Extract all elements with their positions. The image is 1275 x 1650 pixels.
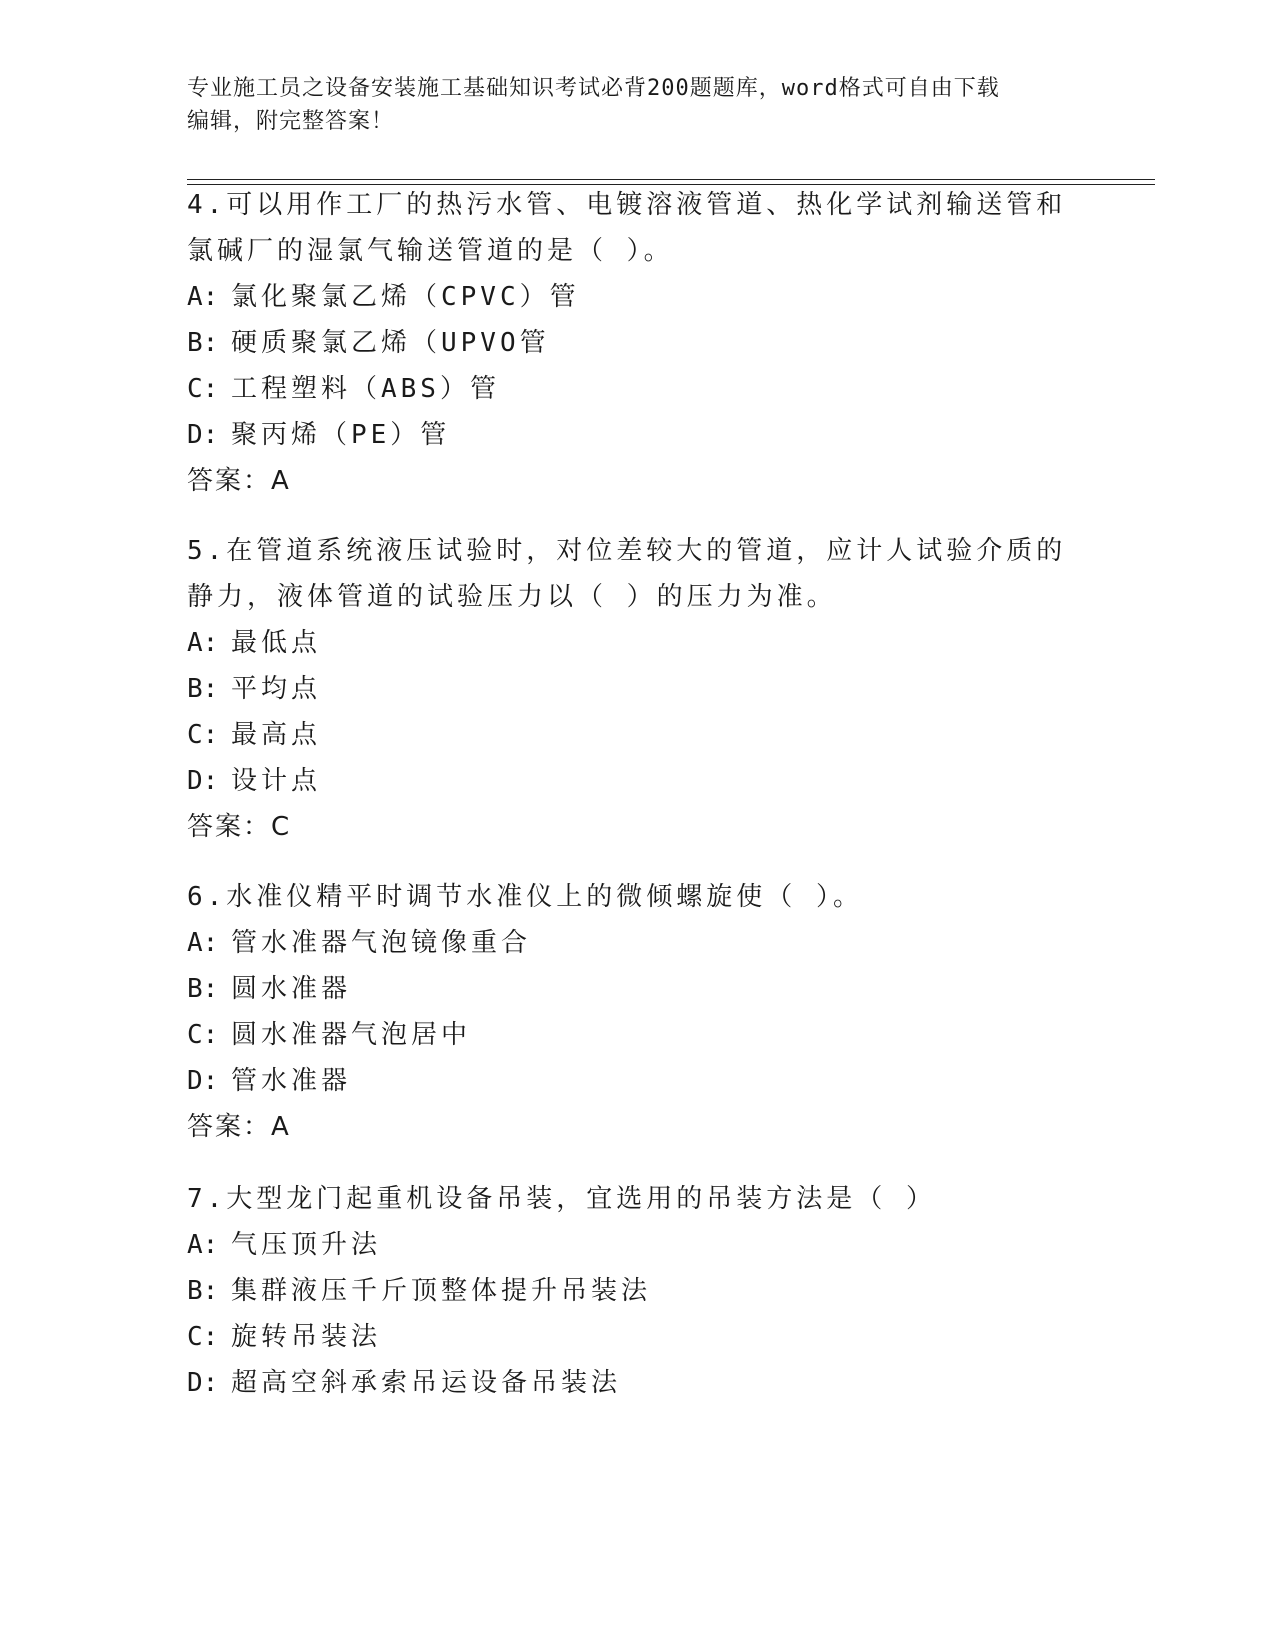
- document-header: [187, 72, 1087, 138]
- option-a: [187, 620, 1067, 666]
- answer-label: 答案：: [187, 466, 272, 496]
- option-key: A:: [187, 282, 219, 312]
- option-text: 圆水准器气泡居中: [231, 1020, 472, 1050]
- option-key: C:: [187, 720, 219, 750]
- option-text: 聚丙烯（PE）管: [231, 420, 451, 450]
- header-line-1: 专业施工员之设备安装施工基础知识考试必背200题题库，word格式可自由下载: [187, 76, 1000, 101]
- option-text: 集群液压千斤顶整体提升吊装法: [231, 1276, 652, 1306]
- option-key: B:: [187, 674, 219, 704]
- question-7: [187, 1176, 1067, 1406]
- option-text: 最高点: [231, 720, 322, 750]
- option-c: [187, 366, 1067, 412]
- answer-line: [187, 804, 1067, 850]
- option-key: B:: [187, 328, 219, 358]
- option-key: A:: [187, 928, 219, 958]
- option-text: 旋转吊装法: [231, 1322, 382, 1352]
- option-b: [187, 966, 1067, 1012]
- option-text: 圆水准器: [231, 974, 352, 1004]
- option-key: D:: [187, 420, 219, 450]
- answer-label: 答案：: [187, 812, 272, 842]
- option-key: A:: [187, 628, 219, 658]
- option-a: [187, 274, 1067, 320]
- question-6: [187, 874, 1067, 1150]
- option-text: 硬质聚氯乙烯（UPVO管: [231, 328, 550, 358]
- option-key: C:: [187, 374, 219, 404]
- option-text: 平均点: [231, 674, 322, 704]
- option-text: 超高空斜承索吊运设备吊装法: [231, 1368, 622, 1398]
- option-d: [187, 412, 1067, 458]
- option-c: [187, 712, 1067, 758]
- option-text: 氯化聚氯乙烯（CPVC）管: [231, 282, 580, 312]
- option-c: [187, 1314, 1067, 1360]
- option-text: 气压顶升法: [231, 1230, 382, 1260]
- option-key: C:: [187, 1020, 219, 1050]
- question-stem: 4.可以用作工厂的热污水管、电镀溶液管道、热化学试剂输送管和氯碱厂的湿氯气输送管道的是（ ）。: [187, 190, 1067, 266]
- option-key: C:: [187, 1322, 219, 1352]
- option-b: [187, 320, 1067, 366]
- answer-line: [187, 458, 1067, 504]
- option-a: [187, 1222, 1067, 1268]
- option-a: [187, 920, 1067, 966]
- option-c: [187, 1012, 1067, 1058]
- option-key: D:: [187, 1368, 219, 1398]
- option-b: [187, 1268, 1067, 1314]
- answer-value: A: [271, 466, 291, 496]
- option-text: 工程塑料（ABS）管: [231, 374, 500, 404]
- option-key: D:: [187, 766, 219, 796]
- option-text: 管水准器: [231, 1066, 352, 1096]
- header-divider-top: [187, 179, 1155, 180]
- question-stem: 6.水准仪精平时调节水准仪上的微倾螺旋使（ ）。: [187, 882, 863, 912]
- option-key: B:: [187, 1276, 219, 1306]
- answer-value: A: [271, 1112, 291, 1142]
- question-stem: 5.在管道系统液压试验时，对位差较大的管道，应计人试验介质的静力，液体管道的试验压力以（ ）的压力为准。: [187, 536, 1067, 612]
- header-line-2: 编辑，附完整答案！: [187, 109, 395, 134]
- answer-value: C: [271, 812, 292, 842]
- answer-label: 答案：: [187, 1112, 272, 1142]
- question-stem: 7.大型龙门起重机设备吊装，宜选用的吊装方法是（ ）: [187, 1184, 936, 1214]
- option-text: 设计点: [231, 766, 322, 796]
- option-text: 管水准器气泡镜像重合: [231, 928, 532, 958]
- option-key: B:: [187, 974, 219, 1004]
- option-d: [187, 1360, 1067, 1406]
- option-d: [187, 1058, 1067, 1104]
- question-5: [187, 528, 1067, 850]
- option-d: [187, 758, 1067, 804]
- option-key: A:: [187, 1230, 219, 1260]
- option-key: D:: [187, 1066, 219, 1096]
- question-4: [187, 182, 1067, 504]
- option-text: 最低点: [231, 628, 322, 658]
- answer-line: [187, 1104, 1067, 1150]
- option-b: [187, 666, 1067, 712]
